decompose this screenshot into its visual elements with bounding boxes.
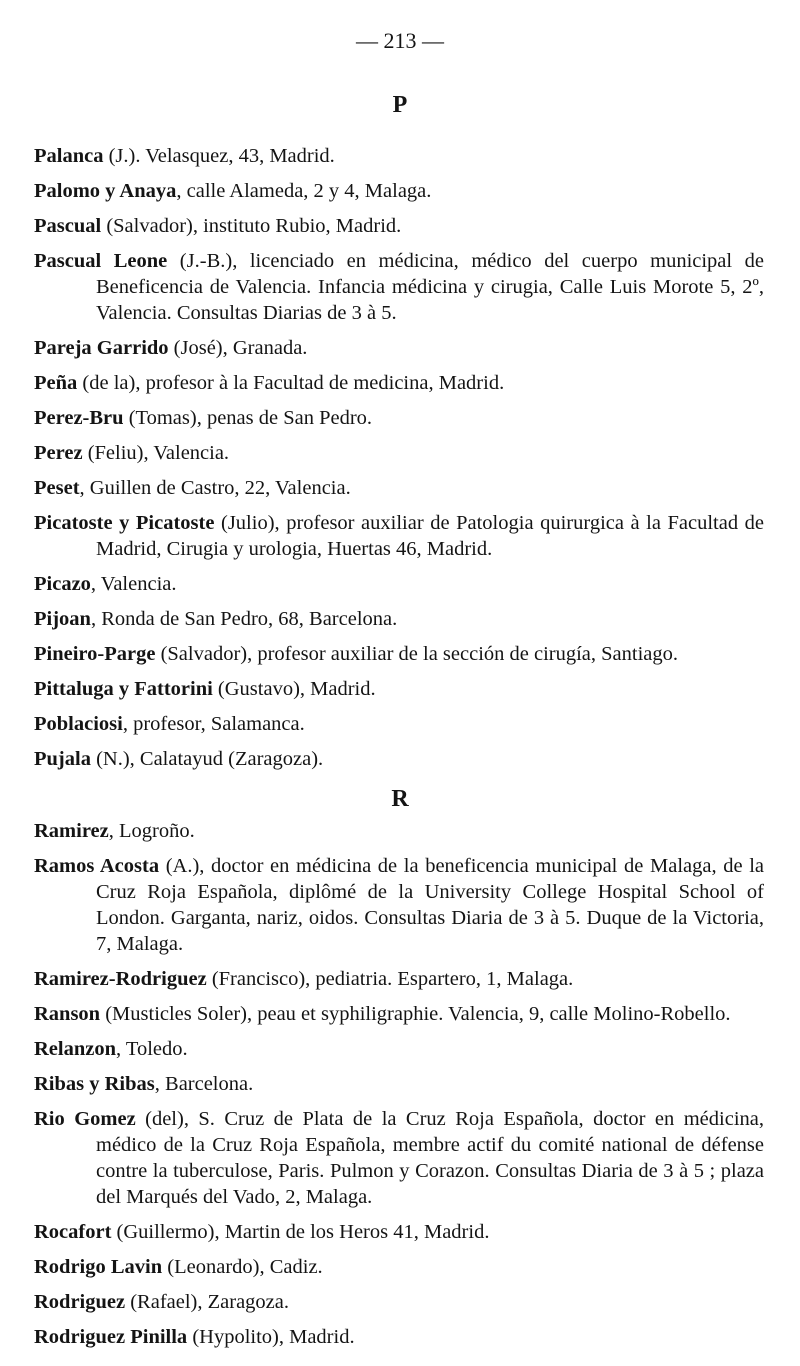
entry-text: (J.-B.), licenciado en médicina, médico del cuerpo municipal de Beneficencia de Valencia. Infancia médicina y cirugia, Calle Luis Morote 5, 2º, Valencia. Consultas Diarias de 3 à 5.: [96, 250, 764, 324]
entry-text: , Barcelona.: [154, 1073, 254, 1095]
entry: [34, 1036, 764, 1062]
entry-text: (del), S. Cruz de Plata de la Cruz Roja Española, doctor en médicina, médico de la Cruz Roja Española, membre actif du comité national de défense contre la tuberculose, Paris. Pulmon y Corazon. Consultas Diaria de 3 à 5 ; plaza del Marqués del Vado, 2, Malaga.: [96, 1108, 764, 1208]
entry-name: Pineiro-Parge: [34, 643, 156, 665]
entry-text: (J.). Velasquez, 43, Madrid.: [103, 145, 335, 167]
entry: [34, 676, 764, 702]
entry: [34, 571, 764, 597]
entry: [34, 335, 764, 361]
entry: [34, 1289, 764, 1315]
entry: [34, 1324, 764, 1350]
entry-name: Rodriguez: [34, 1291, 126, 1313]
entry: [34, 1254, 764, 1280]
entry-text: (Francisco), pediatria. Espartero, 1, Malaga.: [206, 968, 574, 990]
entry: [34, 213, 764, 239]
entry-name: Pijoan: [34, 608, 91, 630]
entry-name: Perez-Bru: [34, 407, 124, 429]
entry-text: (Musticles Soler), peau et syphiligraphie. Valencia, 9, calle Molino-Robello.: [100, 1003, 731, 1025]
entry-name: Rodriguez Pinilla: [34, 1326, 188, 1348]
section-r-entries: [34, 818, 764, 1359]
entry-name: Ramirez: [34, 820, 109, 842]
entry-text: (Feliu), Valencia.: [82, 442, 230, 464]
entry-text: (de la), profesor à la Facultad de medicina, Madrid.: [77, 372, 505, 394]
entry-text: (Gustavo), Madrid.: [212, 678, 376, 700]
section-letter-r: R: [391, 786, 409, 812]
entry: [34, 370, 764, 396]
page-number: — 213 —: [356, 28, 444, 53]
entry-text: (Leonardo), Cadiz.: [162, 1256, 323, 1278]
entry-text: , calle Alameda, 2 y 4, Malaga.: [176, 180, 432, 202]
entry: [34, 746, 764, 772]
entry: [34, 853, 764, 957]
entry-name: Ramirez-Rodriguez: [34, 968, 207, 990]
entry: [34, 248, 764, 326]
entry: [34, 440, 764, 466]
entry-text: (Guillermo), Martin de los Heros 41, Madrid.: [111, 1221, 490, 1243]
entry-name: Relanzon: [34, 1038, 116, 1060]
entry-name: Ribas y Ribas: [34, 1073, 155, 1095]
entry-name: Perez: [34, 442, 83, 464]
entry-text: (Salvador), profesor auxiliar de la sección de cirugía, Santiago.: [155, 643, 679, 665]
entry-name: Poblaciosi: [34, 713, 123, 735]
entry-name: Picazo: [34, 573, 91, 595]
entry-text: (Rafael), Zaragoza.: [125, 1291, 289, 1313]
entry-name: Pascual: [34, 215, 102, 237]
entry-text: (N.), Calatayud (Zaragoza).: [90, 748, 324, 770]
entry: [34, 641, 764, 667]
section-p-entries: [34, 143, 764, 781]
entry-name: Palanca: [34, 145, 104, 167]
entry: [34, 475, 764, 501]
entry: [34, 966, 764, 992]
entry-text: (Tomas), penas de San Pedro.: [123, 407, 373, 429]
entry: [34, 143, 764, 169]
entry-name: Palomo y Anaya: [34, 180, 177, 202]
entry: [34, 510, 764, 562]
entry-name: Pareja Garrido: [34, 337, 169, 359]
entry-name: Rodrigo Lavin: [34, 1256, 163, 1278]
entry-text: (José), Granada.: [168, 337, 308, 359]
entry-text: , Toledo.: [116, 1038, 188, 1060]
entry-text: , Valencia.: [90, 573, 177, 595]
entry-text: (Hypolito), Madrid.: [187, 1326, 355, 1348]
entry: [34, 1071, 764, 1097]
entry: [34, 606, 764, 632]
entry: [34, 178, 764, 204]
entry-name: Peña: [34, 372, 78, 394]
entry-name: Pujala: [34, 748, 91, 770]
entry: [34, 1001, 764, 1027]
entry-text: (Salvador), instituto Rubio, Madrid.: [101, 215, 402, 237]
entry-name: Pittaluga y Fattorini: [34, 678, 213, 700]
entry-text: , profesor, Salamanca.: [122, 713, 305, 735]
entry-name: Ramos Acosta: [34, 855, 160, 877]
entry-text: , Ronda de San Pedro, 68, Barcelona.: [90, 608, 398, 630]
entry: [34, 818, 764, 844]
entry: [34, 1219, 764, 1245]
entry: [34, 711, 764, 737]
section-letter-p: P: [392, 92, 408, 118]
entry-text: (A.), doctor en médicina de la beneficencia municipal de Malaga, de la Cruz Roja Española, diplômé de la University College Hospital School of London. Garganta, nariz, oidos. Consultas Diaria de 3 à 5. Duque de la Victoria, 7, Malaga.: [96, 855, 764, 955]
entry-name: Rio Gomez: [34, 1108, 136, 1130]
entry-text: , Guillen de Castro, 22, Valencia.: [79, 477, 351, 499]
entry-name: Peset: [34, 477, 80, 499]
entry-name: Pascual Leone: [34, 250, 168, 272]
entry-name: Ranson: [34, 1003, 101, 1025]
entry: [34, 405, 764, 431]
entry: [34, 1106, 764, 1210]
entry-name: Rocafort: [34, 1221, 112, 1243]
entry-text: , Logroño.: [108, 820, 195, 842]
entry-text: (Julio), profesor auxiliar de Patologia quirurgica à la Facultad de Madrid, Cirugia y urologia, Huertas 46, Madrid.: [96, 512, 765, 560]
entry-name: Picatoste y Picatoste: [34, 512, 215, 534]
